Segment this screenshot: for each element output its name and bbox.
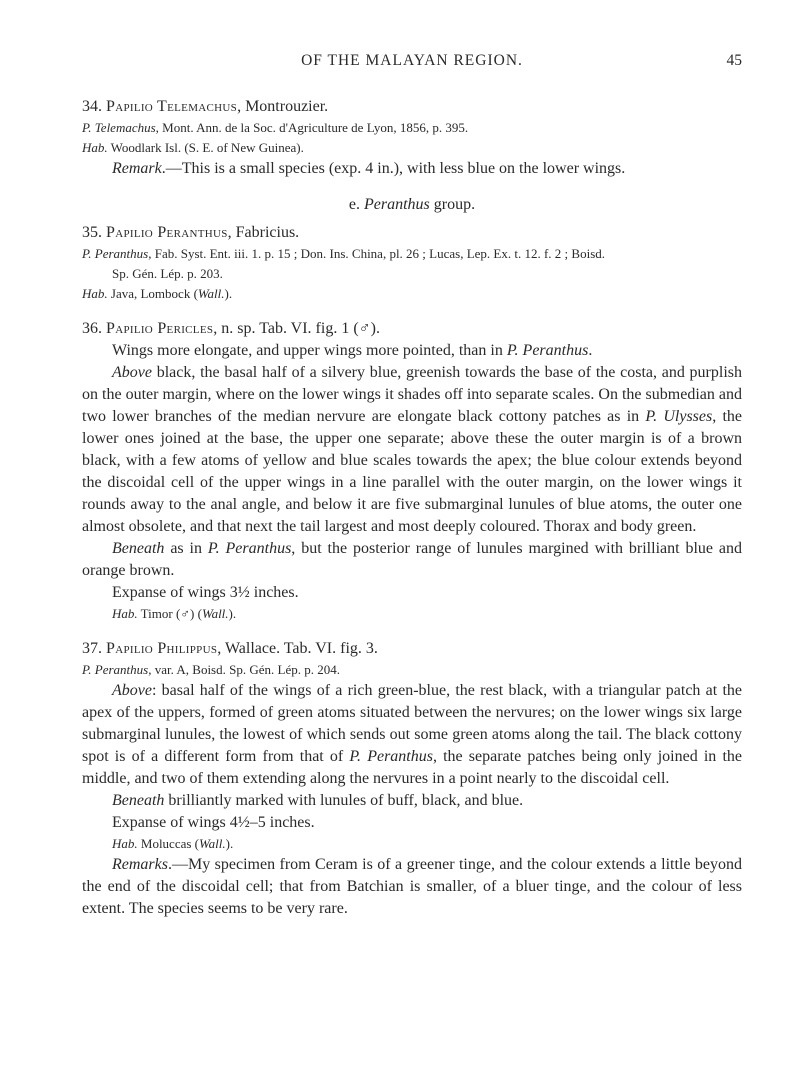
- entry-37-above: [82, 680, 742, 790]
- entry-36-beneath-a: as in: [164, 540, 208, 557]
- entry-34-heading: [82, 96, 742, 118]
- entry-37-remarks: [82, 854, 742, 920]
- entry-35-hab-wall: Wall.: [197, 286, 225, 301]
- entry-37-heading: [82, 638, 742, 660]
- entry-34-name: Papilio Telemachus: [106, 98, 238, 115]
- entry-36-above-species: P. Ulysses: [645, 408, 713, 425]
- entry-35-number: 35.: [82, 224, 102, 241]
- entry-37-remarks-label: Remarks: [112, 856, 168, 873]
- entry-35-hab-label: Hab.: [82, 286, 108, 301]
- entry-37-above-b: , the separate patches being only joined in the middle, and two of them extending along the nervures in a point nearly to the discoidal cell.: [82, 748, 742, 787]
- entry-34-cite-name: P. Telemachus: [82, 120, 156, 135]
- entry-37-cite-rest: , var. A, Boisd. Sp. Gén. Lép. p. 204.: [148, 662, 340, 677]
- entry-37-hab-text: Moluccas (: [137, 836, 200, 851]
- entry-36-intro-species: P. Peranthus: [506, 342, 589, 359]
- entry-34-remark-text: .—This is a small species (exp. 4 in.), with less blue on the lower wings.: [161, 160, 626, 177]
- entry-36-expanse: Expanse of wings 3½ inches.: [112, 584, 299, 601]
- entry-36-above-a: black, the basal half of a silvery blue, greenish towards the base of the costa, and purplish on the outer margin, where on the lower wings it shades off into separate scales. On the submedian and two lower branches of the median nervure are elongate black cottony patches as in: [82, 364, 742, 425]
- entry-34-remark-label: Remark: [112, 160, 162, 177]
- entry-34-remark: [82, 158, 742, 180]
- group-heading: [82, 194, 742, 216]
- entry-36-hab-label: Hab.: [112, 606, 138, 621]
- entry-36-intro-end: .: [588, 342, 593, 359]
- entry-34-cite-rest: , Mont. Ann. de la Soc. d'Agriculture de Lyon, 1856, p. 395.: [155, 120, 469, 135]
- entry-35-citation-cont: [82, 264, 742, 284]
- entry-37-remarks-text: .—My specimen from Ceram is of a greener tinge, and the colour extends a little beyond the end of the discoidal cell; that from Batchian is smaller, of a bluer tinge, and the colour of less extent. The species seems to be very rare.: [82, 856, 742, 917]
- entry-34-hab-text: Woodlark Isl. (S. E. of New Guinea).: [107, 140, 304, 155]
- group-prefix: e.: [348, 196, 364, 213]
- entry-37-beneath-label: Beneath: [112, 792, 165, 809]
- entry-37-beneath-text: brilliantly marked with lunules of buff, black, and blue.: [164, 792, 524, 809]
- entry-36-author: , n. sp. Tab. VI. fig. 1 (♂).: [213, 320, 380, 337]
- entry-35-hab-text: Java, Lombock (: [107, 286, 198, 301]
- entry-37-author: , Wallace. Tab. VI. fig. 3.: [217, 640, 378, 657]
- entry-37-above-species: P. Peranthus: [349, 748, 433, 765]
- entry-34-habitat: [82, 138, 742, 158]
- entry-36-name: Papilio Pericles: [106, 320, 214, 337]
- entry-37-beneath: [82, 790, 742, 812]
- entry-37-cite-name: P. Peranthus: [82, 662, 149, 677]
- entry-34-number: 34.: [82, 98, 102, 115]
- entry-37-habitat: [82, 834, 742, 854]
- entry-36-beneath: [82, 538, 742, 582]
- entry-36-hab-end: ).: [228, 606, 237, 621]
- entry-37-name: Papilio Philippus: [106, 640, 218, 657]
- entry-37-above-a: : basal half of the wings of a rich green-blue, the rest black, with a triangular patch at the apex of the uppers, formed of green atoms situated between the nervures; on the lower wings six large submarginal lunules, the lowest of which sends out some green atoms along the tail. The black cottony spot is of a different form from that of: [82, 682, 742, 765]
- group-name: Peranthus: [364, 196, 430, 213]
- entry-36-beneath-species: P. Peranthus: [207, 540, 292, 557]
- entry-37-hab-wall: Wall.: [199, 836, 226, 851]
- entry-34-author: , Montrouzier.: [237, 98, 329, 115]
- entry-34-citation: [82, 118, 742, 138]
- entry-35-citation: [82, 244, 742, 264]
- group-suffix: group.: [429, 196, 476, 213]
- entry-37-expanse: Expanse of wings 4½–5 inches.: [112, 814, 315, 831]
- entry-36-above-label: Above: [112, 364, 152, 381]
- entry-36-hab-wall: Wall.: [201, 606, 229, 621]
- entry-36-hab-text: Timor (♂) (: [137, 606, 202, 621]
- entry-35-habitat: [82, 284, 742, 304]
- entry-37-above-label: Above: [112, 682, 152, 699]
- entry-36-heading: [82, 318, 742, 340]
- entry-36-habitat: [82, 604, 742, 624]
- entry-35-cite-name: P. Peranthus: [82, 246, 149, 261]
- entry-34-hab-label: Hab.: [82, 140, 108, 155]
- entry-36-above: [82, 362, 742, 538]
- entry-36-number: 36.: [82, 320, 102, 337]
- entry-35-heading: [82, 222, 742, 244]
- entry-37-citation: [82, 660, 742, 680]
- entry-37-hab-label: Hab.: [112, 836, 138, 851]
- entry-35-cite-rest2: Sp. Gén. Lép. p. 203.: [112, 266, 223, 281]
- entry-35-author: , Fabricius.: [227, 224, 300, 241]
- entry-36-beneath-b: , but the posterior range of lunules margined with brilliant blue and orange brown.: [82, 540, 743, 579]
- entry-36-intro: [82, 340, 742, 362]
- entry-37-number: 37.: [82, 640, 102, 657]
- entry-35-name: Papilio Peranthus: [106, 224, 228, 241]
- entry-35-cite-rest: , Fab. Syst. Ent. iii. 1. p. 15 ; Don. Ins. China, pl. 26 ; Lucas, Lep. Ex. t. 12. f. 2 ; Boisd.: [148, 246, 606, 261]
- entry-35-hab-end: ).: [224, 286, 233, 301]
- page-number: 45: [726, 52, 742, 69]
- entry-36-intro-text: Wings more elongate, and upper wings more pointed, than in: [112, 342, 507, 359]
- running-head: [82, 0, 742, 96]
- running-title: OF THE MALAYAN REGION.: [301, 52, 523, 69]
- entry-36-beneath-label: Beneath: [112, 540, 165, 557]
- entry-37-hab-end: ).: [225, 836, 234, 851]
- entry-36-above-b: , the lower ones joined at the base, the upper one separate; above these the outer margin is of a brown black, with a few atoms of yellow and blue scales towards the apex; the blue colour extends beyond the discoidal cell of the upper wings in a line parallel with the outer margin, on the lower wings it rounds away to the anal angle, and below it are five submarginal lunules of blue atoms, the outer one almost obsolete, and that next the tail largest and most deeply coloured. Thorax and body green.: [82, 408, 743, 535]
